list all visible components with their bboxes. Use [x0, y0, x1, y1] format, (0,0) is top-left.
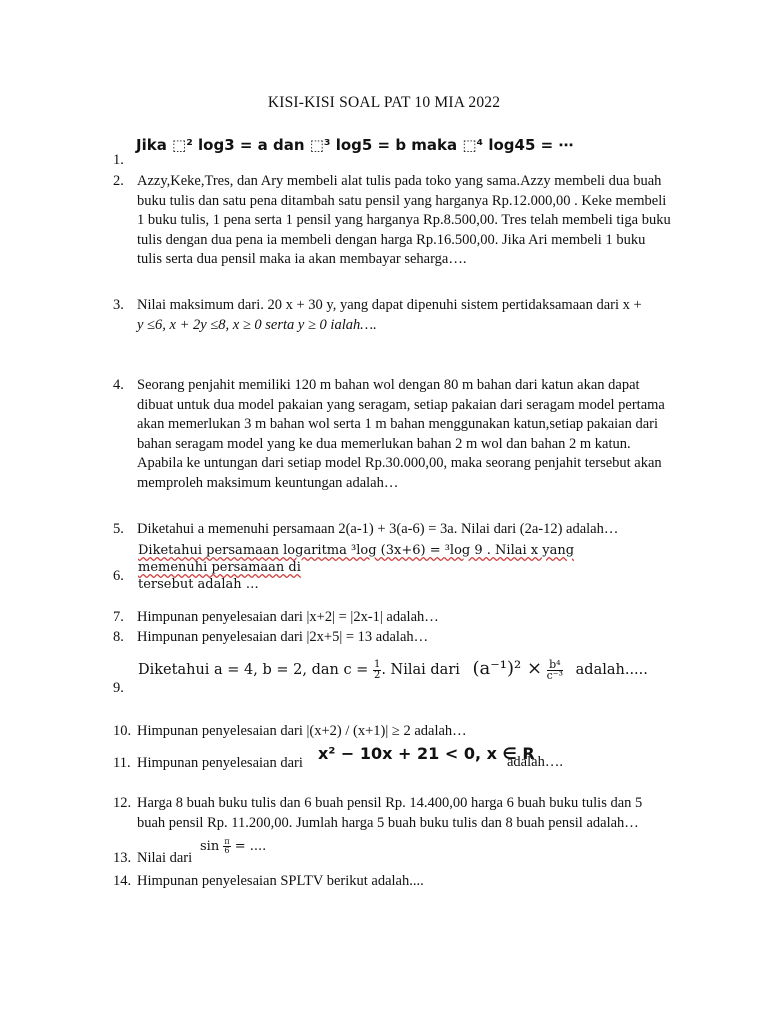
question-2-text: Azzy,Keke,Tres, dan Ary membeli alat tulis pada toko yang sama.Azzy membeli dua buah buku tulis dan satu pena ditambah satu pensil yang harganya Rp.12.000,00 . Keke membeli 1 buku tulis, 1 pena serta 1 pensil yang harganya Rp.8.500,00. Tres telah membeli tiga buku tulis dengan dua pena ia membeli dengan harga Rp.16.500,00. Jika Ari membeli 1 buku tulis serta dua pensil maka ia akan membayar seharga…. [137, 173, 671, 268]
question-3 [113, 296, 673, 335]
question-7-text: Himpunan penyelesaian dari |x+2| = |2x-1| adalah… [137, 609, 439, 625]
question-9-text-c: adalah..... [575, 662, 648, 678]
question-4 [113, 376, 673, 494]
question-4-text: Seorang penjahit memiliki 120 m bahan wol dengan 80 m bahan dari katun akan dapat dibuat untuk dua model pakaian yang seragam, setiap pakaian dari seragam model pertama akan memerlukan 3 m bahan wol serta 1 m bahan menggunakan katun,setiap pakaian dari bahan seragam model yang ke dua memerlukan bahan 2 m wol dan bahan 2 m katun. Apabila ke untungan dari setiap model Rp.30.000,00, maka seorang penjahit tersebut akan memproleh maksimum keuntungan adalah… [137, 377, 665, 491]
question-13-fraction: $\frac{\pi}{6}$ [224, 837, 230, 855]
question-12-text: Harga 8 buah buku tulis dan 6 buah pensil Rp. 14.400,00 harga 6 buah buku tulis dan 5 buah pensil Rp. 11.200,00. Jumlah harga 5 buah buku tulis dan 8 buah pensil adalah… [137, 795, 643, 831]
question-2 [113, 172, 673, 270]
question-12-number: 12. [113, 795, 132, 811]
question-6-number: 6. [113, 568, 124, 584]
question-3-line-2: y ≤6, x + 2y ≤8, x ≥ 0 serta y ≥ 0 ialah…. [137, 316, 377, 333]
question-8-text: Himpunan penyelesaian dari |2x+5| = 13 adalah… [137, 629, 429, 645]
question-5 [113, 520, 673, 540]
question-11-text-b: adalah…. [507, 754, 563, 770]
question-5-text: Diketahui a memenuhi persamaan 2(a-1) + 3(a-6) = 3a. Nilai dari (2a-12) adalah… [137, 521, 619, 537]
question-1-text: Jika ⬚² log3 = a dan ⬚³ log5 = b maka ⬚⁴ log45 = ⋯ [136, 136, 574, 154]
question-7 [113, 608, 673, 628]
question-7-number: 7. [113, 609, 124, 625]
question-3-line-1: Nilai maksimum dari. 20 x + 30 y, yang dapat dipenuhi sistem pertidaksamaan dari x + [137, 297, 642, 313]
question-10-number: 10. [113, 723, 132, 739]
question-4-number: 4. [113, 377, 124, 393]
question-14-number: 14. [113, 873, 132, 889]
question-9-text-a: Diketahui a = 4, b = 2, dan c = [138, 662, 369, 678]
question-13-expression: sin $\frac{\pi}{6}$ = .... [200, 837, 267, 855]
question-3-number: 3. [113, 297, 124, 313]
question-1-equation [136, 136, 573, 154]
question-9-expression: (a⁻¹)² × [472, 658, 543, 679]
question-11-equation: x² − 10x + 21 < 0, x ∈ R [318, 744, 535, 763]
question-5-number: 5. [113, 521, 124, 537]
question-2-number: 2. [113, 173, 124, 189]
question-14-text: Himpunan penyelesaian SPLTV berikut adalah.... [137, 873, 424, 889]
question-12 [113, 794, 673, 833]
question-13-text-a: Nilai dari [137, 850, 193, 866]
question-11-text-a: Himpunan penyelesaian dari [137, 755, 303, 771]
question-8 [113, 628, 673, 648]
question-6-line-2: tersebut adalah … [138, 577, 259, 592]
question-13-number: 13. [113, 850, 132, 866]
document-title: KISI-KISI SOAL PAT 10 MIA 2022 [267, 94, 501, 111]
question-8-number: 8. [113, 629, 124, 645]
question-13 [113, 849, 673, 869]
question-6-line-1: Diketahui persamaan logaritma ³log (3x+6) = ³log 9 . Nilai x yang memenuhi persamaan di [138, 543, 575, 575]
question-9-fraction-2: $\frac{\text{b⁴}}{\text{c⁻³}}$ [546, 657, 564, 682]
question-1-number: 1. [113, 152, 124, 168]
question-9-number: 9. [113, 680, 124, 696]
question-11-number: 11. [113, 755, 131, 771]
question-10 [113, 722, 673, 742]
question-6-content [138, 542, 638, 593]
question-9-text-b: . Nilai dari [381, 662, 460, 678]
question-14 [113, 872, 673, 892]
question-9-fraction: $\frac{1}{2}$ [373, 658, 381, 681]
question-9-content [138, 658, 648, 681]
question-10-text: Himpunan penyelesaian dari |(x+2) / (x+1)| ≥ 2 adalah… [137, 723, 467, 739]
